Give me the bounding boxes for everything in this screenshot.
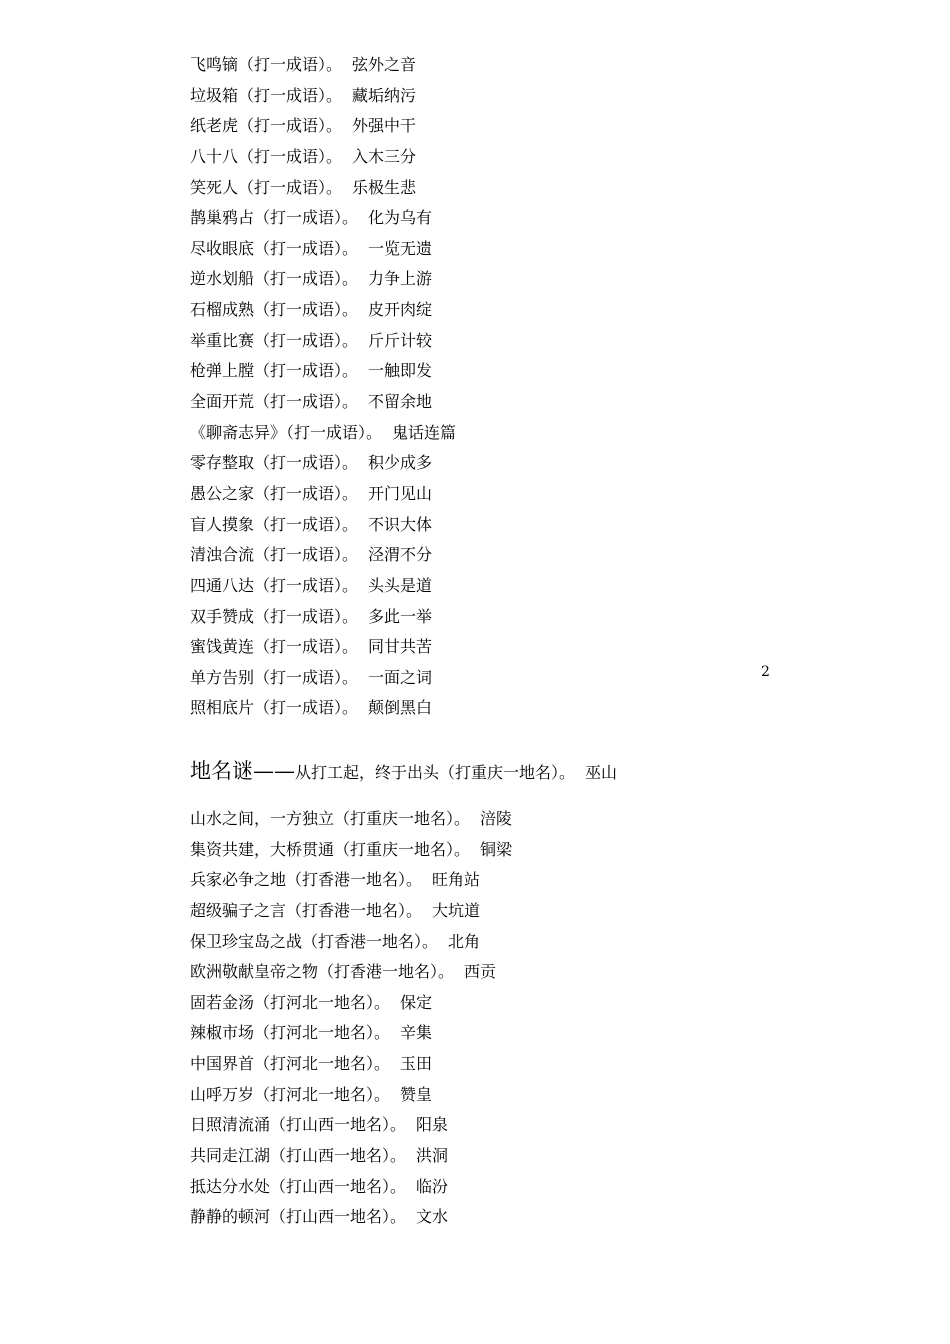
riddle-answer: 涪陵 (480, 809, 513, 828)
riddle-line (190, 804, 512, 835)
riddle-text: 辣椒市场（打河北一地名）。 (190, 1023, 391, 1043)
riddle-answer: 斤斤计较 (368, 330, 433, 350)
riddle-line (190, 142, 456, 173)
riddle-line (190, 571, 456, 602)
riddle-text: 笑死人（打一成语）。 (190, 177, 343, 197)
riddle-answer: 赞皇 (400, 1084, 433, 1104)
riddle-text: 全面开荒（打一成语）。 (190, 392, 359, 412)
riddle-answer: 积少成多 (368, 453, 433, 473)
riddle-text: 枪弹上膛（打一成语）。 (190, 361, 359, 381)
riddle-answer: 北角 (448, 931, 481, 951)
riddle-text: 单方告别（打一成语）。 (190, 667, 359, 687)
riddle-answer: 辛集 (400, 1023, 433, 1043)
riddle-answer: 一触即发 (368, 361, 433, 381)
riddle-answer: 不留余地 (368, 392, 433, 412)
riddle-line (190, 50, 456, 81)
riddle-answer: 颠倒黑白 (368, 698, 433, 718)
riddle-text: 山水之间，一方独立（打重庆一地名）。 (190, 809, 471, 828)
riddle-line (190, 927, 512, 958)
riddle-answer: 力争上游 (368, 269, 433, 289)
riddle-answer: 旺角站 (432, 870, 481, 890)
riddle-answer: 洪洞 (416, 1146, 449, 1166)
riddle-line (190, 173, 456, 204)
riddle-answer: 一览无遗 (368, 238, 433, 258)
section-heading (190, 755, 617, 785)
riddle-answer: 临汾 (416, 1176, 449, 1196)
riddle-line (190, 264, 456, 295)
riddle-line (190, 448, 456, 479)
riddle-text: 从打工起，终于出头（打重庆一地名）。 (295, 763, 576, 782)
riddle-line (190, 865, 512, 896)
riddle-text: 逆水划船（打一成语）。 (190, 269, 359, 289)
riddle-text: 共同走江湖（打山西一地名）。 (190, 1146, 407, 1166)
riddle-line (190, 1202, 512, 1233)
riddle-text: 纸老虎（打一成语）。 (190, 116, 343, 136)
riddle-line (190, 203, 456, 234)
riddle-answer: 弦外之音 (352, 55, 417, 74)
riddle-answer: 同甘共苦 (368, 637, 433, 657)
riddle-answer: 多此一举 (368, 606, 433, 626)
riddle-line (190, 111, 456, 142)
riddle-answer: 巫山 (585, 763, 618, 782)
riddle-text: 盲人摸象（打一成语）。 (190, 514, 359, 534)
riddle-answer: 文水 (416, 1207, 449, 1227)
riddle-text: 保卫珍宝岛之战（打香港一地名）。 (190, 931, 439, 951)
riddle-line (190, 1172, 512, 1203)
riddle-line (190, 632, 456, 663)
riddle-text: 双手赞成（打一成语）。 (190, 606, 359, 626)
riddle-line (190, 1049, 512, 1080)
riddle-text: 愚公之家（打一成语）。 (190, 483, 359, 503)
riddle-answer: 入木三分 (352, 146, 417, 166)
riddle-answer: 不识大体 (368, 514, 433, 534)
riddle-line (190, 988, 512, 1019)
riddle-text: 抵达分水处（打山西一地名）。 (190, 1176, 407, 1196)
riddle-line (190, 602, 456, 633)
riddle-text: 垃圾箱（打一成语）。 (190, 85, 343, 105)
riddle-line (190, 896, 512, 927)
riddle-answer: 乐极生悲 (352, 177, 417, 197)
riddle-text: 飞鸣镝（打一成语）。 (190, 55, 343, 74)
riddle-text: 八十八（打一成语）。 (190, 146, 343, 166)
riddle-text: 兵家必争之地（打香港一地名）。 (190, 870, 423, 890)
riddle-line (190, 693, 456, 724)
riddle-line (190, 81, 456, 112)
riddle-answer: 皮开肉绽 (368, 300, 433, 320)
riddle-answer: 铜梁 (480, 839, 513, 859)
riddle-text: 清浊合流（打一成语）。 (190, 545, 359, 565)
riddle-text: 蜜饯黄连（打一成语）。 (190, 637, 359, 657)
riddle-line (190, 479, 456, 510)
riddle-line (190, 234, 456, 265)
riddle-text: 集资共建，大桥贯通（打重庆一地名）。 (190, 839, 471, 859)
riddle-answer: 玉田 (400, 1054, 433, 1074)
riddle-text: 《聊斋志异》（打一成语）。 (190, 422, 383, 442)
riddle-line (190, 1141, 512, 1172)
riddle-line (190, 1080, 512, 1111)
riddle-answer: 一面之词 (368, 667, 433, 687)
riddle-line (190, 540, 456, 571)
riddle-line (190, 1018, 512, 1049)
riddle-text: 日照清流涌（打山西一地名）。 (190, 1115, 407, 1135)
riddle-answer: 头头是道 (368, 575, 433, 595)
riddle-answer: 西贡 (464, 962, 497, 982)
section-title: 地名谜—— (190, 759, 295, 783)
riddle-line (190, 387, 456, 418)
riddle-answer: 外强中干 (352, 116, 417, 136)
idiom-riddle-list (190, 50, 456, 724)
riddle-answer: 保定 (400, 992, 433, 1012)
riddle-text: 照相底片（打一成语）。 (190, 698, 359, 718)
riddle-text: 固若金汤（打河北一地名）。 (190, 992, 391, 1012)
riddle-text: 静静的顿河（打山西一地名）。 (190, 1207, 407, 1227)
riddle-text: 鹊巢鸦占（打一成语）。 (190, 208, 359, 228)
riddle-line (190, 957, 512, 988)
riddle-text: 超级骗子之言（打香港一地名）。 (190, 900, 423, 920)
page-number: 2 (761, 664, 770, 680)
riddle-text: 中国界首（打河北一地名）。 (190, 1054, 391, 1074)
riddle-text: 举重比赛（打一成语）。 (190, 330, 359, 350)
riddle-answer: 阳泉 (416, 1115, 449, 1135)
riddle-text: 零存整取（打一成语）。 (190, 453, 359, 473)
riddle-line (190, 835, 512, 866)
riddle-line (190, 326, 456, 357)
place-riddle-list (190, 804, 512, 1233)
riddle-line (190, 418, 456, 449)
riddle-text: 四通八达（打一成语）。 (190, 575, 359, 595)
riddle-answer: 开门见山 (368, 483, 433, 503)
riddle-line (190, 356, 456, 387)
riddle-line (190, 1110, 512, 1141)
riddle-text: 尽收眼底（打一成语）。 (190, 238, 359, 258)
riddle-line (190, 663, 456, 694)
riddle-line (190, 295, 456, 326)
riddle-text: 石榴成熟（打一成语）。 (190, 300, 359, 320)
riddle-answer: 藏垢纳污 (352, 85, 417, 105)
riddle-answer: 泾渭不分 (368, 545, 433, 565)
riddle-text: 山呼万岁（打河北一地名）。 (190, 1084, 391, 1104)
riddle-answer: 鬼话连篇 (392, 422, 457, 442)
riddle-text: 欧洲敬献皇帝之物（打香港一地名）。 (190, 962, 455, 982)
riddle-line (190, 510, 456, 541)
riddle-answer: 大坑道 (432, 900, 481, 920)
riddle-answer: 化为乌有 (368, 208, 433, 228)
